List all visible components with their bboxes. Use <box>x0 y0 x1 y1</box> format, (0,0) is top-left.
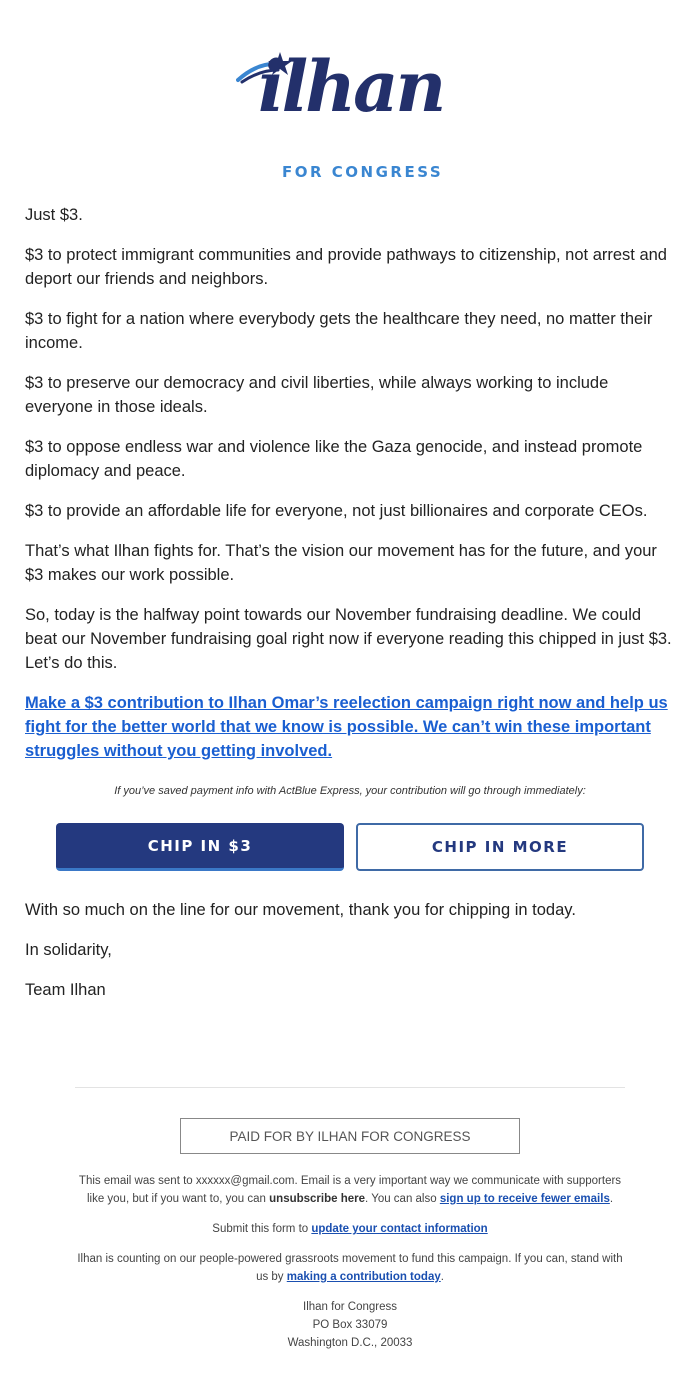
address-line: Ilhan for Congress <box>303 1301 397 1313</box>
update-contact-notice: Submit this form to update your contact information <box>212 1223 488 1235</box>
footer-divider <box>75 1087 625 1088</box>
paragraph: Just $3. <box>25 206 83 224</box>
paragraph: $3 to preserve our democracy and civil liberties, while always working to include everyone in those ideals. <box>25 374 609 416</box>
paragraph: So, today is the halfway point towards our November fundraising deadline. We could beat our November fundraising goal right now if everyone reading this chipped in just $3. Let’s do this. <box>25 606 672 672</box>
thanks-text: With so much on the line for our movement, thank you for chipping in today. <box>25 901 576 919</box>
logo-subtitle: FOR CONGRESS <box>282 163 444 181</box>
address-line: Washington D.C., 20033 <box>287 1337 413 1349</box>
paragraph: That’s what Ilhan fights for. That’s the vision our movement has for the future, and your $3 makes our work possible. <box>25 542 657 584</box>
actblue-note: If you’ve saved payment info with ActBlue Express, your contribution will go through immediately: <box>114 785 586 797</box>
paragraph: $3 to provide an affordable life for everyone, not just billionaires and corporate CEOs. <box>25 502 648 520</box>
contribution-cta-link[interactable]: Make a $3 contribution to Ilhan Omar’s reelection campaign right now and help us fight for the better world that we know is possible. We can’t win these important struggles without you getting involved. <box>25 694 668 760</box>
paragraph: $3 to fight for a nation where everybody gets the healthcare they need, no matter their income. <box>25 310 653 352</box>
signature-text: Team Ilhan <box>25 981 106 999</box>
unsubscribe-link[interactable]: unsubscribe here <box>269 1193 366 1205</box>
closing-section <box>25 898 675 1018</box>
update-contact-link[interactable]: update your contact information <box>311 1223 488 1235</box>
mailing-address <box>75 1298 625 1352</box>
email-sent-notice: This email was sent to xxxxxx@gmail.com. Email is a very important way we communicate with supporters like you, but if you want to, you can unsubscribe here. You can also sign up to receive fewer emails. <box>78 1175 622 1205</box>
email-body <box>25 203 675 763</box>
campaign-logo <box>0 42 700 181</box>
recipient-email: xxxxxx@gmail.com <box>195 1175 295 1187</box>
chip-in-3-button[interactable]: CHIP IN $3 <box>56 823 344 871</box>
fewer-emails-link[interactable]: sign up to receive fewer emails <box>439 1193 610 1205</box>
address-line: PO Box 33079 <box>312 1319 388 1331</box>
signoff-text: In solidarity, <box>25 941 112 959</box>
contribution-today-link[interactable]: making a contribution today <box>286 1271 441 1283</box>
paragraph: $3 to oppose endless war and violence like the Gaza genocide, and instead promote diplomacy and peace. <box>25 438 643 480</box>
logo-wordmark: ilhan <box>258 45 444 128</box>
chip-in-more-button[interactable]: CHIP IN MORE <box>356 823 644 871</box>
paid-for-disclaimer: PAID FOR BY ILHAN FOR CONGRESS <box>180 1118 520 1154</box>
paragraph: $3 to protect immigrant communities and provide pathways to citizenship, not arrest and deport our friends and neighbors. <box>25 246 667 288</box>
footer <box>75 1172 625 1364</box>
contribution-notice: Ilhan is counting on our people-powered grassroots movement to fund this campaign. If you can, stand with us by making a contribution today. <box>77 1253 623 1283</box>
